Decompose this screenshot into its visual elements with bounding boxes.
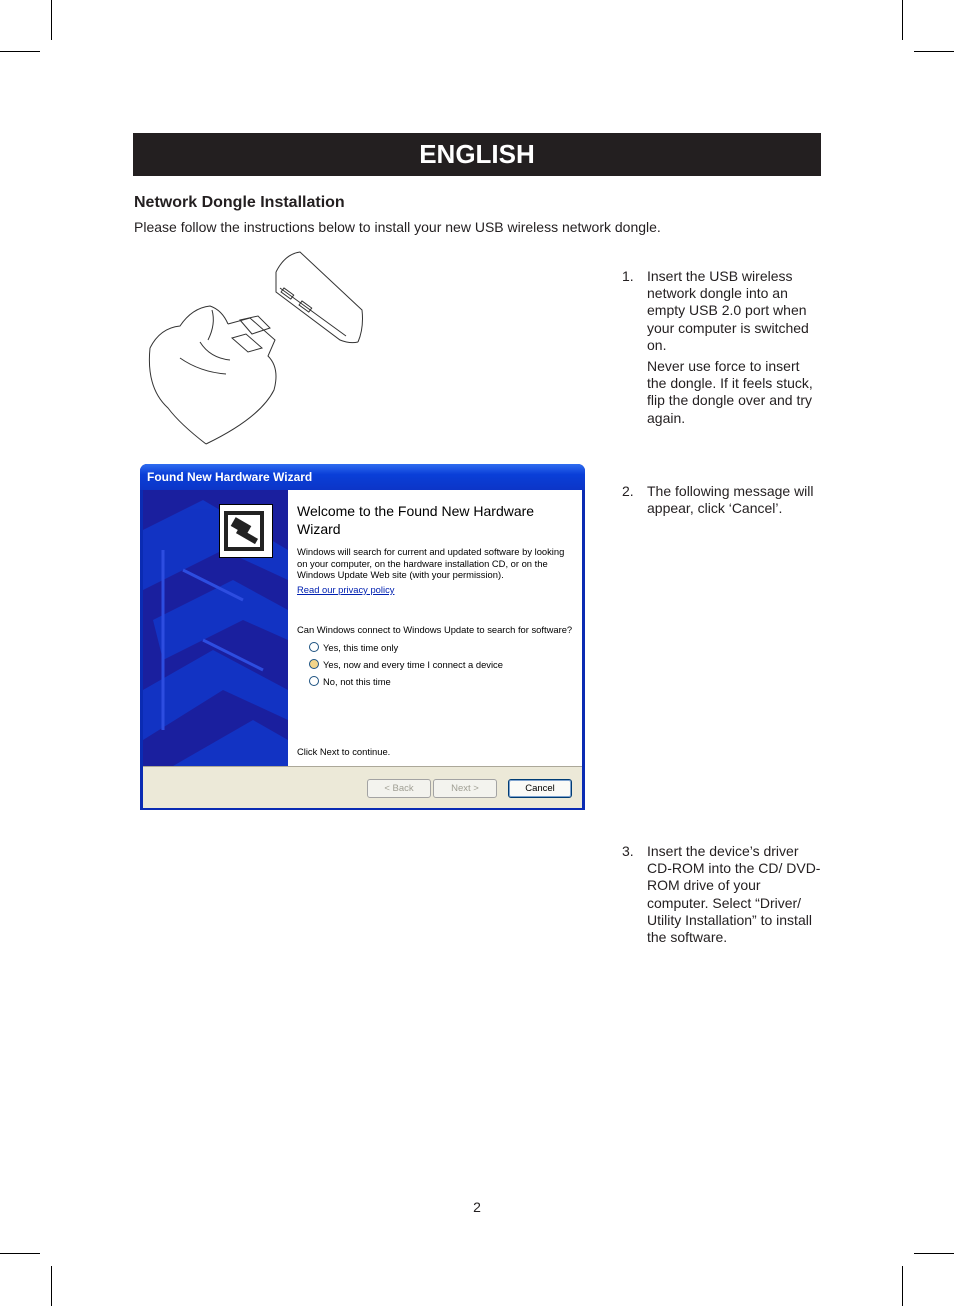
- step-text: Insert the device’s driver CD-ROM into the CD/ DVD-ROM drive of your computer. Select “Driver/ Utility Installation” to install the software.: [647, 843, 821, 946]
- crop-mark: [0, 51, 40, 52]
- crop-mark: [902, 1266, 903, 1306]
- crop-mark: [0, 1253, 40, 1254]
- hardware-icon: [219, 504, 273, 558]
- back-button[interactable]: < Back: [367, 779, 431, 798]
- crop-mark: [914, 51, 954, 52]
- wizard-heading: Welcome to the Found New Hardware Wizard: [297, 503, 535, 537]
- option-no[interactable]: [309, 676, 574, 687]
- crop-mark: [51, 0, 52, 40]
- step-number: 3.: [622, 843, 634, 859]
- radio-button[interactable]: [309, 676, 319, 686]
- step-3: [622, 843, 822, 946]
- intro-text: Please follow the instructions below to install your new USB wireless network dongle.: [134, 219, 661, 235]
- radio-button[interactable]: [309, 642, 319, 652]
- wizard-title-bar: Found New Hardware Wizard: [140, 464, 585, 490]
- step-number: 2.: [622, 483, 634, 499]
- wizard-side-graphic: [143, 490, 288, 766]
- crop-mark: [51, 1266, 52, 1306]
- step-number: 1.: [622, 268, 634, 284]
- next-button[interactable]: Next >: [433, 779, 497, 798]
- option-label: Yes, now and every time I connect a device: [323, 658, 503, 670]
- step-text: Insert the USB wireless network dongle into an empty USB 2.0 port when your computer is switched on.: [647, 268, 809, 353]
- language-banner: ENGLISH: [133, 133, 821, 176]
- crop-mark: [914, 1253, 954, 1254]
- step-text: The following message will appear, click ‘Cancel’.: [647, 483, 814, 517]
- step-1: [622, 268, 822, 427]
- radio-button[interactable]: [309, 659, 319, 669]
- option-yes-every-time[interactable]: [309, 659, 574, 670]
- privacy-policy-link[interactable]: Read our privacy policy: [297, 583, 395, 595]
- wizard-footer: [143, 766, 582, 808]
- cancel-button[interactable]: Cancel: [508, 779, 572, 798]
- step-warning: Never use force to insert the dongle. If it feels stuck, flip the dongle over and try again.: [647, 358, 813, 426]
- option-label: No, not this time: [323, 675, 391, 687]
- usb-insert-illustration: [140, 248, 370, 448]
- found-new-hardware-wizard: [140, 464, 585, 810]
- step-2: [622, 483, 822, 517]
- section-title: Network Dongle Installation: [134, 194, 345, 211]
- page-number: 2: [473, 1199, 481, 1215]
- wizard-description: Windows will search for current and updated software by looking on your computer, on the hardware installation CD, or on the Windows Update Web site (with your permission).: [297, 546, 565, 581]
- option-yes-this-time[interactable]: [309, 642, 574, 653]
- option-label: Yes, this time only: [323, 641, 399, 653]
- continue-text: Click Next to continue.: [297, 746, 391, 757]
- crop-mark: [902, 0, 903, 40]
- wizard-question: Can Windows connect to Windows Update to search for software?: [297, 624, 573, 636]
